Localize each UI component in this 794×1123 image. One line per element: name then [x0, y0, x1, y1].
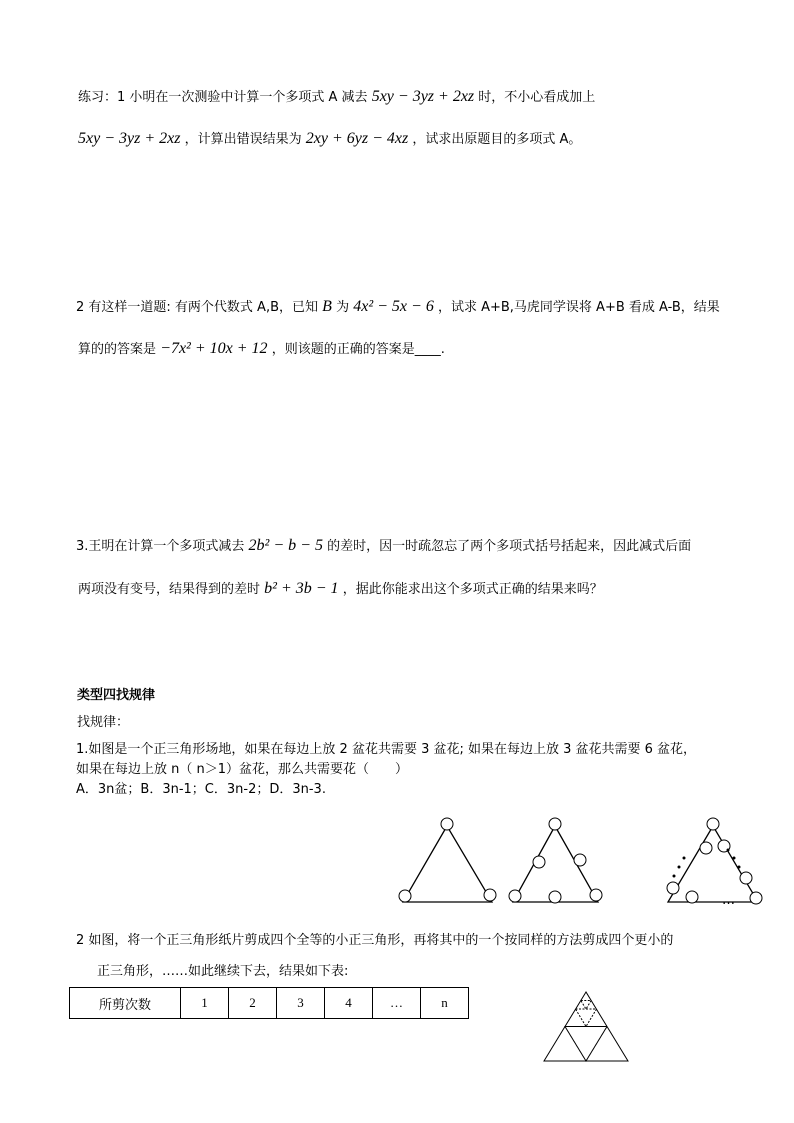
exercise-2-text-is: 为 — [336, 300, 350, 315]
exercise-2-line-1 — [76, 298, 720, 317]
table-cell: 2 — [229, 988, 277, 1019]
triangle-figure-n — [660, 812, 770, 910]
ellipsis-label: … — [722, 893, 735, 908]
exercise-1-text-middle: ，计算出错误结果为 — [184, 132, 302, 147]
expression-add: 5xy − 3yz + 2xz — [78, 130, 181, 147]
flower-icon — [441, 818, 453, 830]
table-cell: 3 — [277, 988, 325, 1019]
exercise-2-text: 2 有这样一道题: 有两个代数式 A,B，已知 — [76, 300, 318, 315]
exercise-3-text: 3.王明在计算一个多项式减去 — [76, 539, 245, 554]
exercise-1-line-2 — [78, 130, 581, 149]
flower-icon — [509, 890, 521, 902]
flower-icon — [750, 892, 762, 904]
expression-subtrahend: 2b² − b − 5 — [248, 537, 323, 554]
expression-wrong-result: 2xy + 6yz − 4xz — [305, 130, 409, 147]
table-cell: … — [373, 988, 421, 1019]
flower-icon — [590, 889, 602, 901]
expression-answer: −7x² + 10x + 12 — [160, 340, 268, 357]
flower-icon — [686, 891, 698, 903]
exercise-3-line-2 — [78, 580, 603, 599]
flower-icon — [707, 818, 719, 830]
flower-icon — [574, 854, 586, 866]
flower-icon — [484, 889, 496, 901]
flower-icon — [533, 856, 545, 868]
exercise-3-line-1 — [76, 537, 691, 556]
pattern-1-line-2: 如果在每边上放 n（ n＞1）盆花，那么共需要花（ ） — [76, 762, 409, 777]
exercise-1-text-end: ，试求出原题目的多项式 A。 — [412, 132, 582, 147]
triangle-figure-2 — [505, 812, 615, 910]
exercise-2-text-end: ，则该题的正确的答案是____. — [271, 342, 445, 357]
table-cell: n — [421, 988, 469, 1019]
exercise-3-text-2: 两项没有变号，结果得到的差时 — [78, 582, 261, 597]
section-title: 类型四找规律 — [77, 688, 156, 703]
expression-subtract: 5xy − 3yz + 2xz — [371, 88, 475, 105]
exercise-2-text-suffix: ，试求 A+B,马虎同学误将 A+B 看成 A-B，结果 — [437, 300, 720, 315]
triangle-figure-1 — [395, 812, 505, 910]
flower-icon — [700, 842, 712, 854]
flower-icon — [549, 818, 561, 830]
exercise-3-text-suffix: 的差时，因一时疏忽忘了两个多项式括号括起来，因此减式后面 — [327, 539, 692, 554]
cuts-table — [69, 987, 469, 1019]
expression-difference: b² + 3b − 1 — [264, 580, 339, 597]
table-cell: 4 — [325, 988, 373, 1019]
exercise-2-line-2 — [78, 340, 445, 359]
table-header-cell: 所剪次数 — [70, 988, 181, 1019]
flower-icon — [740, 872, 752, 884]
exercise-2-text-2: 算的的答案是 — [78, 342, 157, 357]
section-subtitle: 找规律： — [77, 715, 130, 730]
exercise-1-text: 练习：1 小明在一次测验中计算一个多项式 A 减去 — [78, 90, 368, 105]
pattern-1-line-1: 1.如图是一个正三角形场地，如果在每边上放 2 盆花共需要 3 盆花; 如果在每边上放 3 盆花共需要 6 盆花， — [76, 742, 697, 757]
pattern-1-line-3: A．3n盆；B．3n-1；C．3n-2；D．3n-3. — [76, 782, 326, 797]
variable-b: B — [322, 298, 332, 315]
flower-icon — [667, 882, 679, 894]
subdivided-triangle-figure — [540, 988, 632, 1066]
pattern-2-line-2: 正三角形，……如此继续下去，结果如下表: — [97, 964, 349, 979]
exercise-1-text-suffix: 时，不小心看成加上 — [478, 90, 596, 105]
table-row — [70, 988, 469, 1019]
flower-icon — [549, 891, 561, 903]
expression-b: 4x² − 5x − 6 — [353, 298, 434, 315]
pattern-2-line-1: 2 如图，将一个正三角形纸片剪成四个全等的小正三角形，再将其中的一个按同样的方法剪成四个更小的 — [76, 933, 674, 948]
table-cell: 1 — [181, 988, 229, 1019]
exercise-1-line-1 — [78, 88, 595, 107]
flower-icon — [399, 890, 411, 902]
exercise-3-text-end: ，据此你能求出这个多项式正确的结果来吗？ — [342, 582, 603, 597]
